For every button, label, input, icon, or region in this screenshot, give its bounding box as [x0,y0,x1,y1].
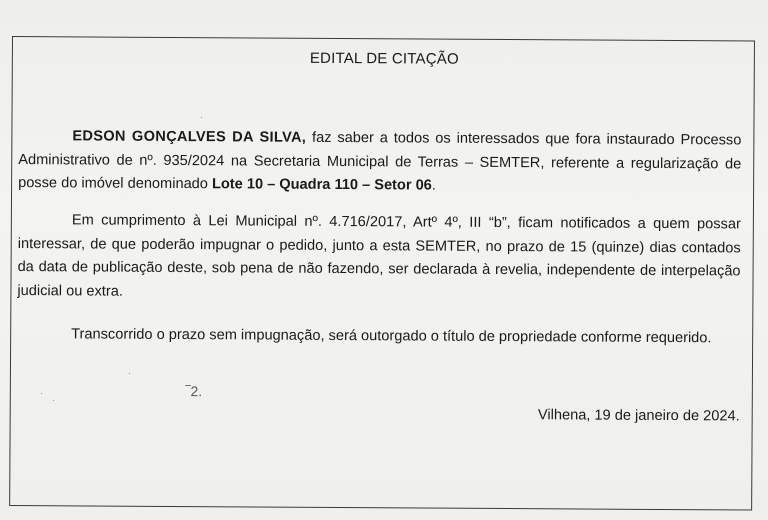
paragraph-process-notice [18,125,741,200]
legal-basis-text: Em cumprimento à Lei Municipal nº. 4.716/2017, Artº 4º, III “b”, ficam notificados a quem possar interessar, de que poderão impugnar o pedido, junto a esta SEMTER, no prazo de 15 (quinze) dias contados da data de publicação deste, sob pena de não fazendo, ser declarada à revelia, independente de interpelação judicial ou extra. [17,212,741,300]
scan-speck: · [200,112,203,122]
stray-handwritten-mark: ‾2. [185,383,203,400]
conclusion-text: Transcorrido o prazo sem impugnação, será outorgado o título de propriedade conforme requerido. [71,326,712,347]
notice-text: faz saber a todos os interessados que fora instaurado Processo Administrativo de nº. 935/2024 na Secretaria Municipal de Terras – SEMTER, referente a regularização de posse do imóvel denominado [18,129,742,193]
paragraph-legal-basis [17,209,741,308]
notice-end: . [431,177,436,194]
document-title: EDITAL DE CITAÇÃO [309,49,459,68]
property-designation: Lote 10 – Quadra 110 – Setor 06 [211,176,432,194]
document-border [9,36,755,511]
scan-speck: · [40,388,43,398]
scan-speck: · [52,395,55,405]
place-and-date: Vilhena, 19 de janeiro de 2024. [537,407,740,425]
scan-speck: · [128,368,131,378]
paragraph-conclusion [17,323,740,351]
applicant-name: EDSON GONÇALVES DA SILVA, [72,128,307,146]
